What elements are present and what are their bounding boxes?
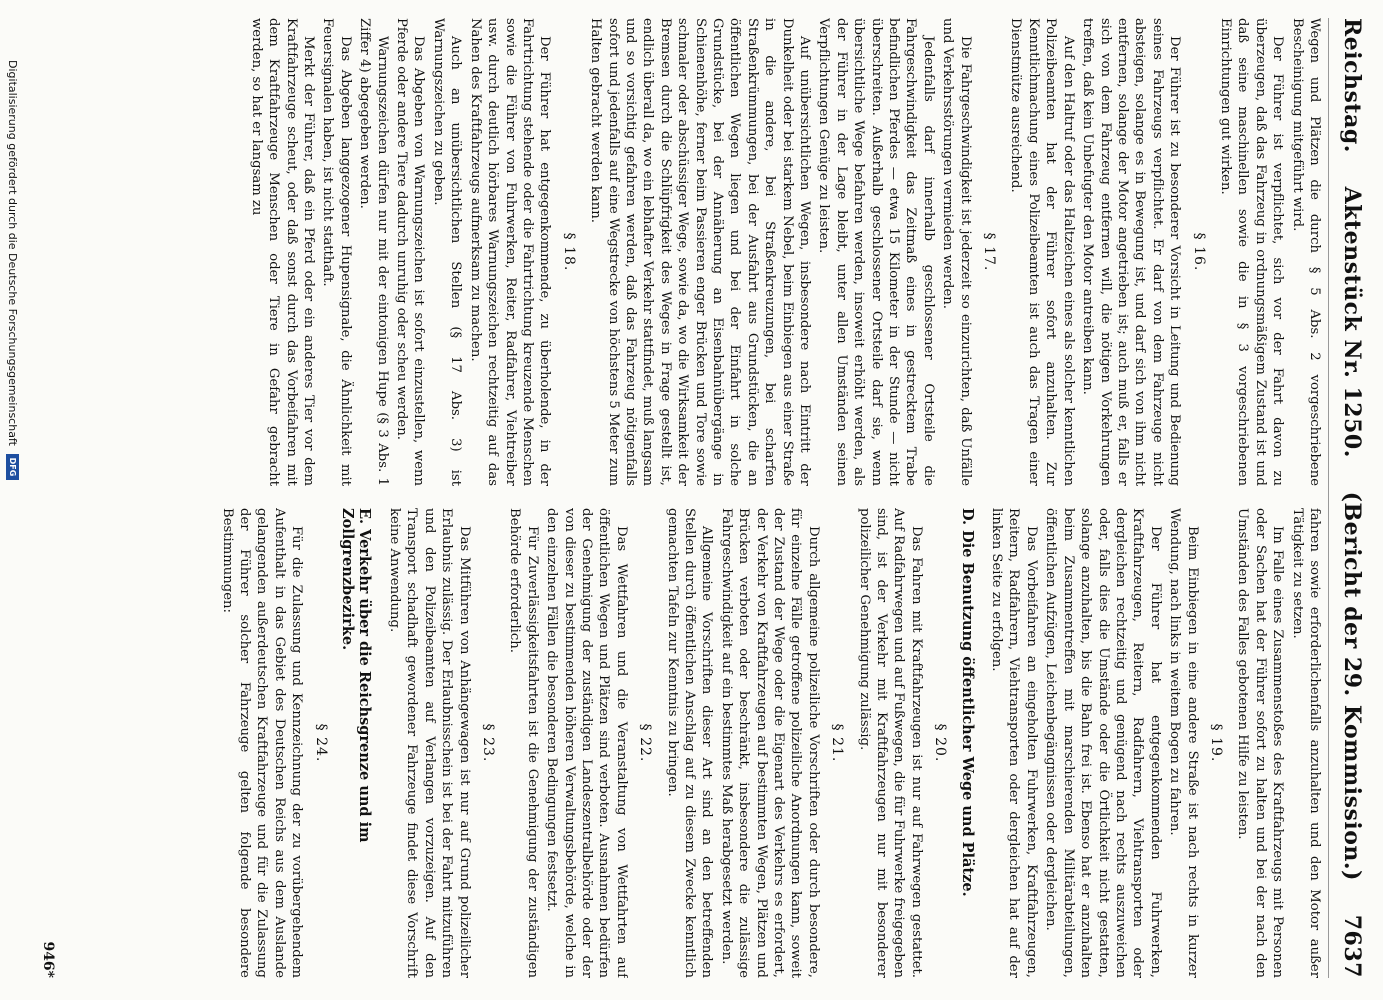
digitization-note: Digitalisierung gefördert durch die Deutsche Forschungsgemeinschaft	[6, 60, 20, 446]
paragraph: Das Abgeben langgezogener Hupensignale, die Ähnlichkeit mit Feuersignalen haben, ist nicht statthaft.	[320, 18, 353, 486]
paragraph: Der Führer hat entgegenkommende, zu überholende, in der Fahrtrichtung stehende oder die Fahrtrichtung kreuzende Menschen sowie die Führer von Fuhrwerken, Reiter, Radfahrer, Viehtreiber usw. durch deutlich hörbares Warnungszeichen rechtzeitig auf das Nahen des Kraftfahrzeugs aufmerksam zu machen.	[467, 18, 553, 486]
header-aktenstueck: Aktenstück Nr. 1250.	[1339, 186, 1365, 458]
paragraph: Auf unübersichtlichen Wegen, insbesondere nach Eintritt der Dunkelheit oder bei starkem Nebel, beim Einbiegen aus einer Straße in die andere, bei Straßenkreuzungen, bei scharfen Straßenkrümmungen, bei der Ausfahrt aus Grundstücken, die an öffentlichen Wegen liegen und bei der Einfahrt in solche Grundstücke, bei der Annäherung an Eisenbahnübergänge in Schienenhöhe, ferner beim Passieren enger Brücken und Tore sowie schmaler oder abschüssiger Wege, sowie da, wo die Wirksamkeit der Bremsen durch die Schlüpfrigkeit des Weges in Frage gestellt ist, endlich überall da, wo ein lebhafter Verkehr stattfindet, muß langsam und so vorsichtig gefahren werden, daß das Fahrzeug nötigenfalls sofort und jedenfalls auf eine Wegstrecke von höchstens 5 Meter zum Halten gebracht werden kann.	[588, 18, 813, 486]
chapter-heading: E. Verkehr über die Reichsgrenze und im Zollgrenzbezirke.	[339, 508, 374, 843]
paragraph: fahren sowie erforderlichenfalls anzuhalten und den Motor außer Tätigkeit zu setzen.	[1289, 508, 1322, 978]
paragraph: Warnungszeichen dürfen nur mit der eintonigen Hupe (§ 3 Abs. 1 Ziffer 4) abgegeben werden.	[357, 18, 390, 486]
paragraph: Im Falle eines Zusammenstoßes des Kraftfahrzeugs mit Personen oder Sachen hat der Führer sofort zu halten und bei der nach den Umständen des Falles gebotenen Hilfe zu leisten.	[1235, 508, 1286, 978]
section-number: § 23.	[479, 723, 496, 763]
paragraph: Jedenfalls darf innerhalb geschlossener Ortsteile die Fahrgeschwindigkeit das Zeitmaß eines in gestrecktem Trabe befindlichen Pferdes — etwa 15 Kilometer in der Stunde — nicht überschreiten. Außerhalb geschlossener Ortsteile darf sie, wenn übersichtliche Wege befahren werden, insoweit erhöht werden, als der Führer in der Lage bleibt, unter allen Umständen seinen Verpflichtungen Genüge zu leisten.	[816, 18, 936, 486]
paragraph: Der Führer ist verpflichtet, sich vor der Fahrt davon zu überzeugen, daß das Fahrzeug in ordnungsmäßigem Zustand ist und daß seine maschinellen sowie die in § 3 vorgeschriebenen Einrichtungen gut wirken.	[1217, 18, 1286, 486]
paragraph: Der Führer hat entgegenkommenden Fuhrwerken, Kraftfahrzeugen, Reitern, Radfahrern, Viehtransporten oder dergleichen rechtzeitig und genügend nach rechts auszuweichen oder, falls dies die Umstände oder die Örtlichkeit nicht gestatten, solange anzuhalten, bis die Bahn frei ist. Ebenso hat er anzuhalten beim Zusammentreffen mit marschierenden Militärabteilungen, öffentlichen Aufzügen, Leichenbegängnissen oder dergleichen.	[1043, 508, 1163, 978]
right-column	[26, 508, 1323, 978]
section-number: § 22.	[637, 723, 654, 763]
header-page-number: 7637	[1339, 914, 1365, 978]
signature-mark: 946*	[40, 941, 56, 978]
page-header	[1328, 18, 1375, 978]
section-number: § 17.	[981, 232, 998, 272]
paragraph: Merkt der Führer, daß ein Pferd oder ein anderes Tier vor dem Kraftfahrzeuge scheut, oder daß sonst durch das Vorbeifahren mit dem Kraftfahrzeuge Menschen oder Tiere in Gefahr gebracht werden, so hat er langsam zu	[248, 18, 317, 486]
paragraph: Auf den Haltruf oder das Haltzeichen eines als solcher kenntlichen Polizeibeamten hat der Führer sofort anzuhalten. Zur Kenntlichmachung eines Polizeibeamten ist auch das Tragen einer Dienstmütze ausreichend.	[1008, 18, 1076, 486]
paragraph: Beim Einbiegen in eine andere Straße ist nach rechts in kurzer Wendung, nach links in weitem Bogen zu fahren.	[1167, 508, 1200, 978]
paragraph: Für Zuverlässigkeitsfahrten ist die Genehmigung der zuständigen Behörde erforderlich.	[507, 508, 540, 978]
paragraph: Das Fahren mit Kraftfahrzeugen ist nur auf Fahrwegen gestattet. Auf Radfahrwegen und auf Fußwegen, die für Fuhrwerke freigegeben sind, ist der Verkehr mit Kraftfahrzeugen nur mit besonderer polizeilicher Genehmigung zulässig.	[856, 508, 924, 978]
section-number: § 24.	[312, 723, 329, 763]
header-bericht: (Bericht der 29. Kommission.)	[1339, 491, 1365, 881]
section-number: § 20.	[932, 723, 949, 763]
left-column	[26, 18, 1323, 486]
paragraph: Die Fahrgeschwindigkeit ist jederzeit so einzurichten, daß Unfälle und Verkehrsstörungen vermieden werden.	[940, 18, 973, 486]
paragraph: Das Wettfahren und die Veranstaltung von Wettfahrten auf öffentlichen Wegen und Plätzen sind verboten. Ausnahmen bedürfen der Genehmigung der zuständigen Landeszentralbehörde oder der von dieser zu bestimmenden höheren Verwaltungsbehörde, welche in den einzelnen Fällen die besonderen Bedingungen festsetzt.	[544, 508, 629, 978]
paragraph: Das Mitführen von Anhängewagen ist nur auf Grund polizeilicher Erlaubnis zulässig. Der Erlaubnisschein ist bei der Fahrt mitzuführen und den Polizeibeamten auf Verlangen vorzuzeigen. Auf den Transport schadhaft gewordener Fahrzeuge findet diese Vorschrift keine Anwendung.	[386, 508, 472, 978]
paragraph: Das Vorbeifahren an eingeholten Fuhrwerken, Kraftfahrzeugen, Reitern, Radfahrern, Viehtransporten oder dergleichen hat auf der linken Seite zu erfolgen.	[989, 508, 1039, 978]
paragraph: Für die Zulassung und Kennzeichnung der zu vorübergehendem Aufenthalt in das Gebiet des Deutschen Reichs aus dem Auslande gelangenden außerdeutschen Kraftfahrzeuge und für die Zulassung der Führer solcher Fahrzeuge gelten folgende besondere Bestimmungen:	[219, 508, 305, 978]
dfg-logo-icon: DFG	[7, 454, 20, 480]
paragraph: Durch allgemeine polizeiliche Vorschriften oder durch besondere, für einzelne Fälle getroffene polizeiliche Anordnungen kann, soweit der Zustand der Wege oder die Eigenart des Verkehrs es erfordert, der Verkehr von Kraftfahrzeugen auf bestimmten Wegen, Plätzen und Brücken verboten oder beschränkt, insbesondere die zulässige Fahrgeschwindigkeit auf ein bestimmtes Maß herabgesetzt werden.	[718, 508, 821, 978]
section-number: § 18.	[560, 232, 577, 272]
paragraph: Das Abgeben von Warnungszeichen ist sofort einzustellen, wenn Pferde oder andere Tiere dadurch unruhig oder scheu werden.	[394, 18, 427, 486]
chapter-heading: D. Die Benutzung öffentlicher Wege und Plätze.	[958, 508, 976, 897]
header-reichstag: Reichstag.	[1339, 18, 1365, 153]
paragraph: Allgemeine Vorschriften dieser Art sind an den betreffenden Stellen durch öffentlichen Anschlag auf zu diesem Zwecke kenntlich gemachten Tafeln zur Kenntnis zu bringen.	[664, 508, 715, 978]
section-number: § 21.	[829, 723, 846, 763]
paragraph: Wegen und Plätzen die durch § 5 Abs. 2 vorgeschriebene Bescheinigung mitgeführt wird.	[1289, 18, 1322, 486]
section-number: § 19.	[1207, 723, 1224, 763]
paragraph: Auch an unübersichtlichen Stellen (§ 17 Abs. 3) ist Warnungszeichen zu geben.	[430, 18, 464, 486]
digitization-footer	[4, 60, 22, 980]
paragraph: Der Führer ist zu besonderer Vorsicht in Leitung und Bedienung seines Fahrzeugs verpflichtet. Er darf von dem Fahrzeuge nicht absteigen, solange es in Bewegung ist, und darf sich von ihm nicht entfernen, solange der Motor angetrieben ist; auch muß er, falls er sich von dem Fahrzeug entfernen will, die nötigen Vorkehrungen treffen, daß kein Unbefugter den Motor antreiben kann.	[1080, 18, 1183, 486]
section-number: § 16.	[1190, 232, 1207, 272]
